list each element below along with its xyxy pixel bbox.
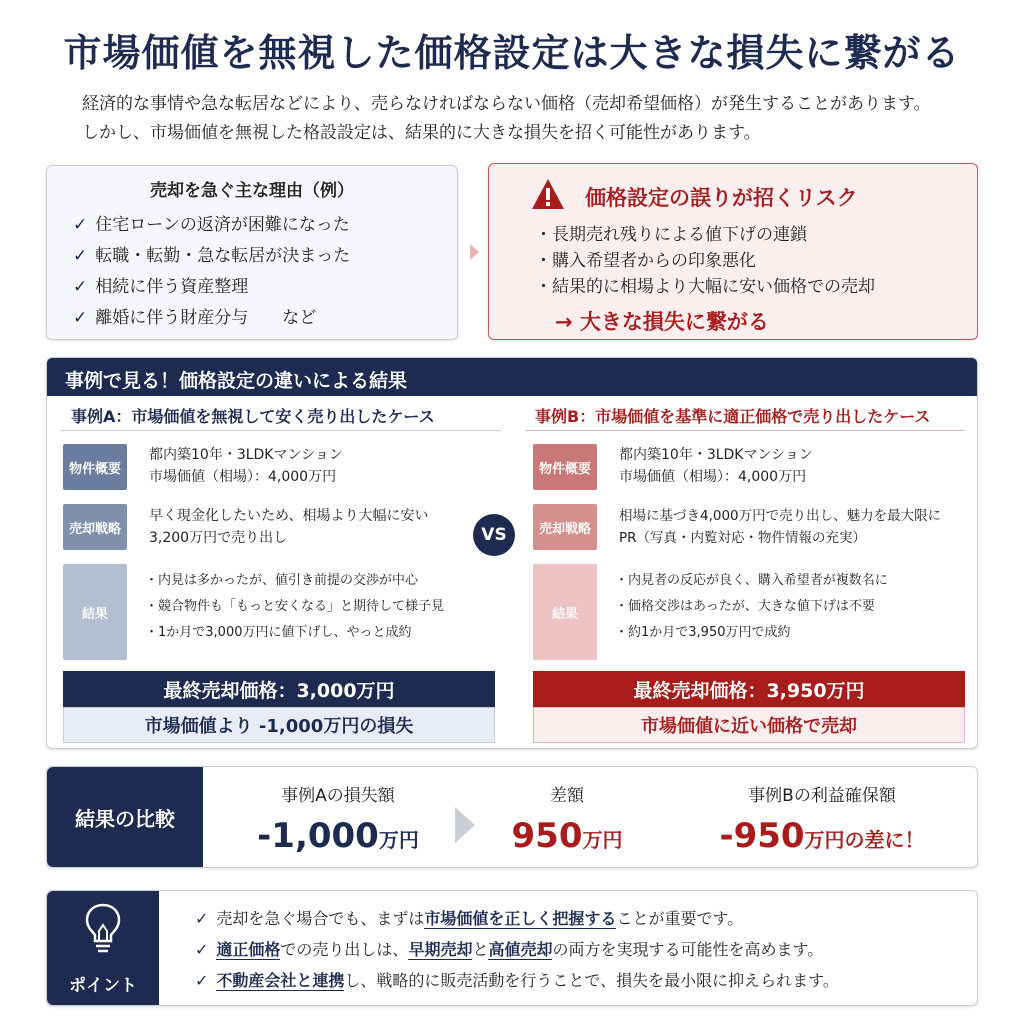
strategy-line: 早く現金化したいため、相場より大幅に安い: [149, 508, 429, 524]
comparison-label: 結果の比較: [47, 767, 203, 867]
property-line: 都内築10年・3LDKマンション: [619, 447, 813, 463]
bullet: ・: [535, 225, 552, 245]
warning-icon: [531, 178, 565, 210]
point-text: での売り出しは、: [280, 940, 409, 959]
strategy-line: PR（写真・内覧対応・物件情報の充実）: [619, 530, 867, 546]
arrow-right-icon: [470, 244, 479, 260]
list-item: [195, 934, 839, 965]
check-icon: ✓: [195, 909, 209, 928]
case-b-final-price: 最終売却価格：3,950万円: [533, 671, 965, 707]
point-text: し、戦略的に販売活動を行うことで、損失を最小限に抑えられます。: [344, 971, 839, 990]
diff-unit: 万円: [582, 828, 623, 852]
list-item: [535, 222, 875, 248]
risk-text: 購入希望者からの印象悪化: [552, 251, 756, 271]
case-a-summary: 市場価値より -1,000万円の損失: [63, 707, 495, 743]
risk-conclusion: → 大きな損失に繋がる: [555, 310, 769, 334]
point-text: の両方を実現する可能性を高めます。: [552, 940, 824, 959]
diff-value: [487, 816, 647, 856]
strategy-line: 相場に基づき4,000万円で売り出し、魅力を最大限に: [619, 508, 942, 524]
profit-unit: 万円の差に！: [804, 828, 925, 852]
reason-text: 離婚に伴う財産分与 など: [95, 308, 317, 328]
profit-heading: 事例Bの利益確保額: [748, 786, 896, 806]
check-icon: ✓: [73, 308, 88, 328]
vs-badge: VS: [473, 514, 515, 556]
reasons-panel: [46, 165, 458, 340]
bullet: ・: [535, 277, 552, 297]
strategy-line: 3,200万円で売り出し: [149, 530, 288, 546]
list-item: ・競合物件も「もっと安くなる」と期待して様子見: [145, 599, 445, 614]
point-text: 売却を急ぐ場合でも、まずは: [216, 909, 425, 928]
intro-line: しかし、市場価値を無視した格設設定は、結果的に大きな損失を招く可能性があります。: [82, 123, 761, 143]
profit-number: -950: [719, 816, 805, 856]
case-b-strategy-label: 売却戦略: [533, 504, 597, 550]
case-b-results: [615, 568, 888, 646]
check-icon: ✓: [73, 277, 88, 297]
intro-text: [82, 90, 982, 148]
case-a-property-label: 物件概要: [63, 444, 127, 490]
check-icon: ✓: [73, 215, 88, 235]
risk-heading: 価格設定の誤りが招くリスク: [585, 186, 858, 210]
point-highlight: 適正価格: [216, 940, 281, 959]
lightbulb-icon: [83, 901, 123, 957]
case-a-strategy: [149, 505, 428, 549]
profit-value: [687, 816, 957, 856]
case-a-strategy-label: 売却戦略: [63, 504, 127, 550]
points-label: ポイント: [69, 976, 137, 996]
case-a-results: [145, 568, 444, 646]
point-text: と: [472, 940, 489, 959]
risk-list: [535, 222, 875, 300]
risk-text: 結果的に相場より大幅に安い価格での売却: [552, 277, 875, 297]
case-a-final-price: 最終売却価格：3,000万円: [63, 671, 495, 707]
diff-column: [487, 781, 647, 856]
list-item: ・約1か月で3,950万円で成約: [615, 625, 791, 640]
list-item: [73, 241, 350, 272]
risk-text: 長期売れ残りによる値下げの連鎖: [552, 225, 807, 245]
reasons-heading: 売却を急ぐ主な理由（例）: [150, 181, 354, 201]
case-a-title: 事例A：市場価値を無視して安く売り出したケース: [71, 407, 435, 426]
page-title: 市場価値を無視した価格設定は大きな損失に繋がる: [63, 31, 961, 75]
point-highlight: 不動産会社と連携: [216, 971, 345, 990]
list-item: [73, 210, 350, 241]
loss-value: [233, 816, 443, 856]
list-item: [535, 248, 875, 274]
list-item: ・内見は多かったが、値引き前提の交渉が中心: [145, 573, 419, 588]
point-text: ことが重要です。: [616, 909, 744, 928]
case-b-summary: 市場価値に近い価格で売却: [533, 707, 965, 743]
case-a-property: [149, 444, 343, 488]
loss-heading: 事例Aの損失額: [281, 786, 395, 806]
list-item: [195, 965, 839, 996]
case-b-property-label: 物件概要: [533, 444, 597, 490]
list-item: [73, 272, 350, 303]
loss-unit: 万円: [378, 828, 419, 852]
points-list: [195, 903, 839, 996]
loss-number: -1,000: [257, 816, 379, 856]
case-b-property: [619, 444, 813, 488]
points-panel: [46, 890, 978, 1006]
case-b-title: 事例B：市場価値を基準に適正価格で売り出したケース: [535, 407, 931, 426]
comparison-panel: [46, 766, 978, 868]
profit-column: [687, 781, 957, 856]
divider: [525, 430, 965, 431]
property-line: 市場価値（相場）：4,000万円: [619, 469, 807, 485]
case-a-result-label: 結果: [63, 564, 127, 660]
risk-panel: [488, 163, 978, 340]
case-b-strategy: [619, 505, 941, 549]
reason-text: 相続に伴う資産整理: [95, 277, 249, 297]
check-icon: ✓: [73, 246, 88, 266]
list-item: [195, 903, 839, 934]
point-highlight: 早期売却: [408, 940, 473, 959]
intro-line: 経済的な事情や急な転居などにより、売らなければならない価格（売却希望価格）が発生することがあります。: [82, 94, 931, 114]
list-item: [535, 274, 875, 300]
point-highlight: 市場価値を正しく把握する: [424, 909, 617, 928]
list-item: ・価格交渉はあったが、大きな値下げは不要: [615, 599, 875, 614]
list-item: ・1か月で3,000万円に値下げし、やっと成約: [145, 625, 412, 640]
arrow-right-icon: [455, 807, 475, 843]
bullet: ・: [535, 251, 552, 271]
reason-text: 転職・転勤・急な転居が決まった: [95, 246, 351, 266]
list-item: ・内見者の反応が良く、購入希望者が複数名に: [615, 573, 888, 588]
points-label-block: [47, 891, 159, 1005]
reasons-list: [73, 210, 350, 334]
reason-text: 住宅ローンの返済が困難になった: [95, 215, 350, 235]
property-line: 市場価値（相場）：4,000万円: [149, 469, 337, 485]
check-icon: ✓: [195, 971, 209, 990]
divider: [61, 430, 501, 431]
check-icon: ✓: [195, 940, 209, 959]
diff-heading: 差額: [550, 786, 584, 806]
point-highlight: 高値売却: [488, 940, 553, 959]
property-line: 都内築10年・3LDKマンション: [149, 447, 343, 463]
list-item: [73, 303, 350, 334]
loss-column: [233, 781, 443, 856]
case-b-result-label: 結果: [533, 564, 597, 660]
cases-panel: [46, 357, 978, 749]
cases-header: 事例で見る！価格設定の違いによる結果: [47, 358, 977, 396]
diff-number: 950: [511, 816, 583, 856]
